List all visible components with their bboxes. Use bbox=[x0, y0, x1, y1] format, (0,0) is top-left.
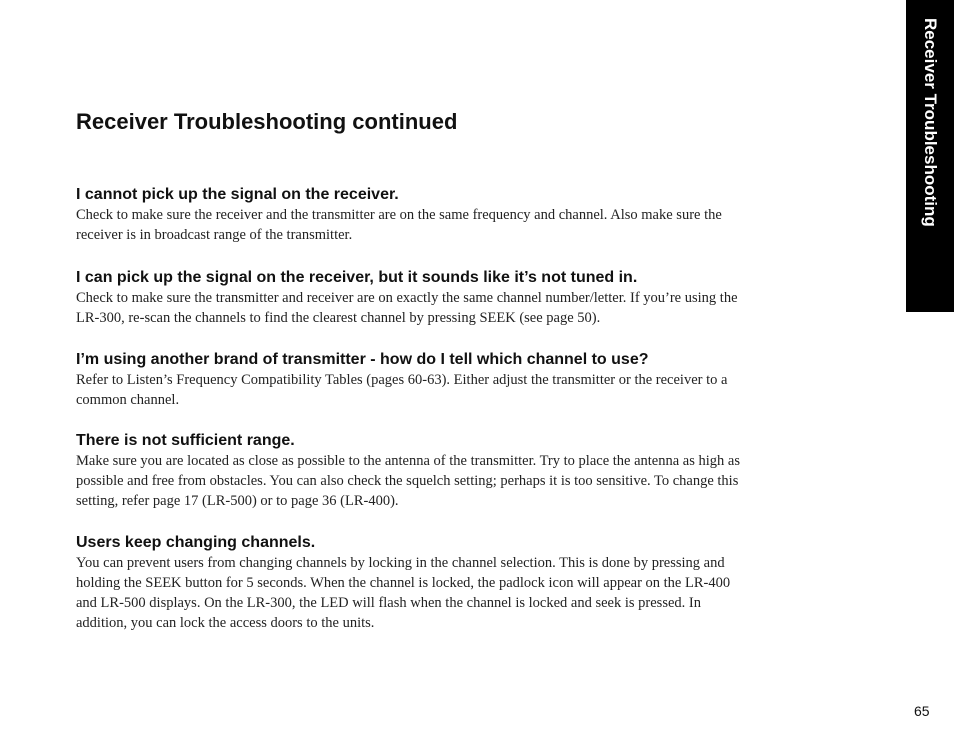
question-heading: I’m using another brand of transmitter - how do I tell which channel to use? bbox=[76, 351, 649, 368]
question-heading: There is not sufficient range. bbox=[76, 432, 295, 449]
troubleshooting-content bbox=[76, 184, 744, 633]
qa-section bbox=[76, 184, 744, 245]
question-heading: I can pick up the signal on the receiver, but it sounds like it’s not tuned in. bbox=[76, 269, 638, 286]
question-heading: I cannot pick up the signal on the receiver. bbox=[76, 186, 399, 203]
qa-section bbox=[76, 349, 744, 410]
page-number: 65 bbox=[914, 703, 930, 719]
answer-text: Make sure you are located as close as possible to the antenna of the transmitter. Try to place the antenna as high as possible and free from obstacles. You can also check the squelch setting; perhaps it is too sensitive. To change this setting, refer page 17 (LR-500) or to page 36 (LR-400). bbox=[76, 453, 740, 509]
answer-text: Check to make sure the receiver and the transmitter are on the same frequency and channel. Also make sure the receiver is in broadcast range of the transmitter. bbox=[76, 207, 722, 243]
answer-text: Check to make sure the transmitter and receiver are on exactly the same channel number/letter. If you’re using the LR-300, re-scan the channels to find the clearest channel by pressing SEEK (see page 50). bbox=[76, 290, 738, 326]
question-heading: Users keep changing channels. bbox=[76, 534, 316, 551]
side-tab-label: Receiver Troubleshooting bbox=[921, 18, 940, 227]
side-section-tab bbox=[906, 0, 954, 312]
answer-text: Refer to Listen’s Frequency Compatibility Tables (pages 60-63). Either adjust the transmitter or the receiver to a common channel. bbox=[76, 372, 728, 408]
qa-section bbox=[76, 267, 744, 328]
qa-section bbox=[76, 532, 744, 633]
qa-section bbox=[76, 430, 744, 511]
page-title: Receiver Troubleshooting continued bbox=[76, 109, 458, 134]
answer-text: You can prevent users from changing channels by locking in the channel selection. This is done by pressing and holding the SEEK button for 5 seconds. When the channel is locked, the padlock icon will appear on the LR-400 and LR-500 displays. On the LR-300, the LED will flash when the channel is locked and seek is pressed. In addition, you can lock the access doors to the units. bbox=[76, 555, 731, 631]
